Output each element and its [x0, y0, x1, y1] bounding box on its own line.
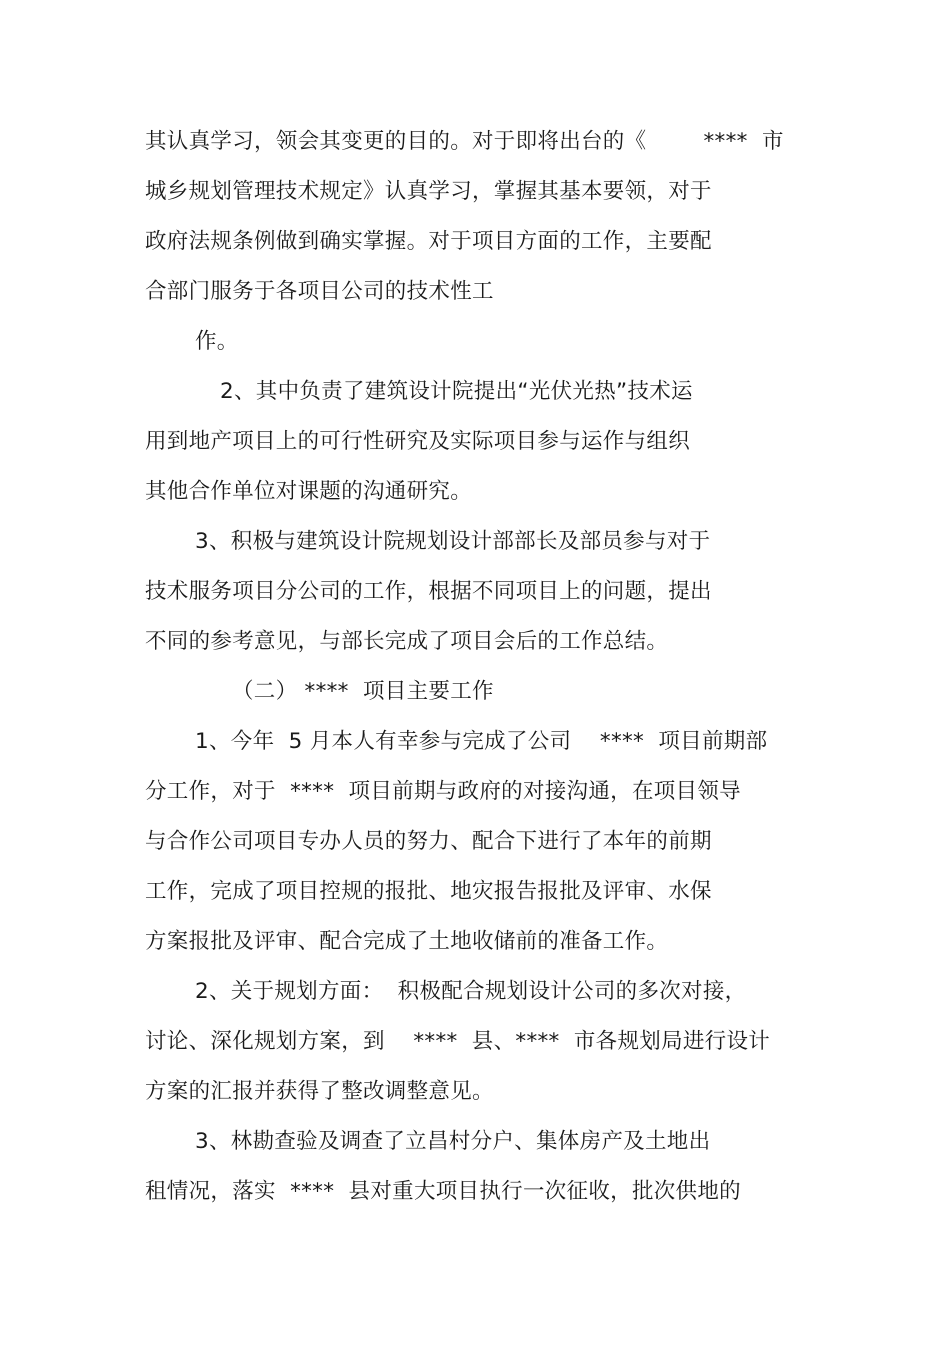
- text-line-7: 用到地产项目上的可行性研究及实际项目参与运作与组织: [145, 429, 691, 454]
- text-line-14: 分工作，对于 **** 项目前期与政府的对接沟通，在项目领导: [145, 779, 741, 804]
- text-line-11: 不同的参考意见，与部长完成了项目会后的工作总结。: [145, 629, 669, 654]
- text-line-22: 租情况，落实 **** 县对重大项目执行一次征收，批次供地的: [145, 1179, 741, 1204]
- text-line-1: 其认真学习，领会其变更的目的。对于即将出台的《 **** 市: [145, 129, 784, 154]
- text-line-16: 工作，完成了项目控规的报批、地灾报告报批及评审、水保: [145, 879, 712, 904]
- text-line-10: 技术服务项目分公司的工作，根据不同项目上的问题，提出: [145, 579, 712, 604]
- text-line-6: 2、其中负责了建筑设计院提出“光伏光热”技术运: [220, 379, 693, 404]
- text-line-21: 3、林勘查验及调查了立昌村分户、集体房产及土地出: [195, 1129, 711, 1154]
- text-line-13: 1、今年 5 月本人有幸参与完成了公司 **** 项目前期部: [195, 729, 768, 754]
- text-line-8: 其他合作单位对课题的沟通研究。: [145, 479, 473, 504]
- text-line-20: 方案的汇报并获得了整改调整意见。: [145, 1079, 494, 1104]
- text-line-2: 城乡规划管理技术规定》认真学习，掌握其基本要领，对于: [145, 179, 712, 204]
- section-heading: （二） **** 项目主要工作: [232, 679, 494, 704]
- text-line-4: 合部门服务于各项目公司的技术性工: [145, 279, 494, 304]
- text-line-9: 3、积极与建筑设计院规划设计部部长及部员参与对于: [195, 529, 711, 554]
- text-line-5: 作。: [195, 329, 239, 354]
- text-line-18: 2、关于规划方面： 积极配合规划设计公司的多次对接，: [195, 979, 747, 1004]
- text-line-19: 讨论、深化规划方案，到 **** 县、**** 市各规划局进行设计: [145, 1029, 771, 1054]
- text-line-17: 方案报批及评审、配合完成了土地收储前的准备工作。: [145, 929, 669, 954]
- text-line-15: 与合作公司项目专办人员的努力、配合下进行了本年的前期: [145, 829, 712, 854]
- text-line-3: 政府法规条例做到确实掌握。对于项目方面的工作，主要配: [145, 229, 712, 254]
